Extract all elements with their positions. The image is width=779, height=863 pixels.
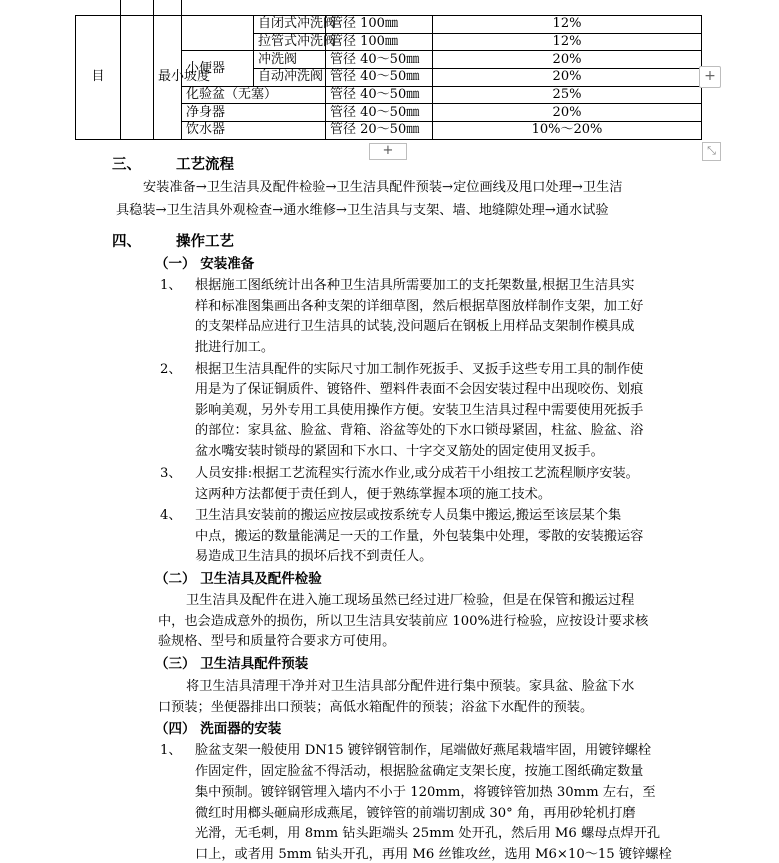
subsection-heading: （三） 卫生洁具配件预装 <box>155 656 309 672</box>
paragraph-line: 将卫生洁具清理干净并对卫生洁具部分配件进行集中预装。家具盆、脸盆下水 <box>186 679 635 694</box>
subsection-heading: （四） 洗面器的安装 <box>155 721 282 737</box>
paragraph-line: 卫生洁具及配件在进入施工现场虽然已经过进厂检验，但是在保管和搬运过程 <box>186 593 635 608</box>
list-item-line: 脸盆支架一般使用 DN15 镀锌钢管制作，尾端做好燕尾栽墙牢固，用镀锌螺栓 <box>195 743 652 758</box>
table-cell-name: 拉管式冲洗阀 <box>254 33 326 51</box>
table-cell-spec: 管径 100㎜ <box>326 16 433 34</box>
table-cell-value: 20% <box>433 69 702 87</box>
table-row <box>76 16 702 34</box>
section-title: 操作工艺 <box>176 233 234 250</box>
list-item-line: 光滑，无毛刺，用 8mm 钻头距端头 25mm 处开孔，然后用 M6 螺母点焊开孔 <box>195 826 661 841</box>
table-top-border <box>181 0 182 15</box>
table-resize-handle[interactable]: ⤡ <box>702 142 721 161</box>
list-item-line: 盆水嘴安装时锁母的紧固和下水口、十字交叉筋处的固定使用叉扳手。 <box>195 444 604 459</box>
paragraph-line: 中，也会造成意外的损伤，所以卫生洁具安装前应 100%进行检验，应按设计要求核 <box>158 614 649 629</box>
table-cell-spec: 管径 20～50㎜ <box>326 122 433 140</box>
section-number: 四、 <box>112 233 141 250</box>
list-item-line: 人员安排:根据工艺流程实行流水作业,或分成若干小组按工艺流程顺序安装。 <box>195 466 639 481</box>
list-item-line: 批进行加工。 <box>195 340 275 355</box>
table-cell-min-slope: 最小坡度 <box>154 16 182 140</box>
add-row-button[interactable]: + <box>369 143 407 160</box>
list-item-line: 根据施工图纸统计出各种卫生洁具所需要加工的支托架数量,根据卫生洁具实 <box>195 278 635 293</box>
section-heading <box>112 230 234 251</box>
table-cell-name: 冲洗阀 <box>254 51 326 69</box>
paragraph-line: 口预装；坐便器排出口预装；高低水箱配件的预装；浴盆下水配件的预装。 <box>158 700 594 715</box>
list-item-line: 用是为了保证铜质件、镀铬件、塑料件表面不会因安装过程中出现咬伤、划痕 <box>195 382 644 397</box>
list-item-number: 3、 <box>160 466 182 481</box>
table-cell-name: 饮水器 <box>182 122 326 140</box>
section-heading <box>112 153 234 174</box>
table-cell-value: 20% <box>433 51 702 69</box>
table-cell-value: 20% <box>433 104 702 122</box>
list-item-line: 根据卫生洁具配件的实际尺寸加工制作死扳手、叉扳手这些专用工具的制作使 <box>195 362 644 377</box>
list-item-number: 1、 <box>160 743 182 758</box>
list-item-line: 口上，或者用 5mm 钻头开孔，再用 M6 丝锥攻丝，选用 M6×10～15 镀锌螺栓 <box>195 847 672 862</box>
table-cell-name: 自闭式冲洗阀 <box>254 16 326 34</box>
subsection-heading: （一） 安装准备 <box>155 256 255 272</box>
list-item-line: 影响美观，另外专用工具使用操作方便。安装卫生洁具过程中需要使用死扳手 <box>195 403 644 418</box>
list-item-line: 微红时用榔头砸扁形成燕尾，镀锌管的前端切割成 30° 角，再用砂轮机打磨 <box>195 806 636 821</box>
list-item-line: 中点，搬运的数量能满足一天的工作量，外包装集中处理，零散的安装搬运容 <box>195 529 644 544</box>
table-cell-name: 自动冲洗阀 <box>254 69 326 87</box>
list-item-number: 1、 <box>160 278 182 293</box>
paragraph-line: 验规格、型号和质量符合要求方可使用。 <box>158 634 396 649</box>
slope-table <box>75 15 702 140</box>
subsection-heading: （二） 卫生洁具及配件检验 <box>155 571 322 587</box>
table-cell-name: 净身器 <box>182 104 326 122</box>
add-column-button[interactable]: + <box>699 66 721 88</box>
list-item-line: 样和标准图集画出各种支架的详细草图，然后根据草图放样制作支架，加工好 <box>195 299 644 314</box>
table-top-border <box>153 0 154 15</box>
table-cell-spec: 管径 100㎜ <box>326 33 433 51</box>
list-item-line: 卫生洁具安装前的搬运应按层或按系统专人员集中搬运,搬运至该层某个集 <box>195 508 622 523</box>
list-item-number: 2、 <box>160 362 182 377</box>
list-item-line: 易造成卫生洁具的损坏后找不到责任人。 <box>195 549 433 564</box>
table-cell-category: 目 <box>76 16 121 140</box>
list-item-line: 的部位：家具盆、脸盆、背箱、浴盆等处的下水口锁母紧固，柱盆、脸盆、浴 <box>195 423 644 438</box>
list-item-line: 作固定件，固定脸盆不得活动，根据脸盆确定支架长度，按施工图纸确定数量 <box>195 764 644 779</box>
table-cell-spec: 管径 40～50㎜ <box>326 104 433 122</box>
list-item-number: 4、 <box>160 508 182 523</box>
list-item-line: 集中预制。镀锌钢管埋入墙内不小于 120mm，将镀锌管加热 30mm 左右，至 <box>195 785 656 800</box>
table-cell-empty <box>121 16 154 140</box>
table-cell-spec: 管径 40～50㎜ <box>326 69 433 87</box>
table-top-border <box>120 0 121 15</box>
table-cell-value: 12% <box>433 16 702 34</box>
paragraph-line: 具稳装→卫生洁具外观检查→通水维修→卫生洁具与支架、墙、地缝隙处理→通水试验 <box>116 203 609 218</box>
table-cell-value: 25% <box>433 86 702 104</box>
table-cell-empty <box>182 16 254 51</box>
paragraph-line: 安装准备→卫生洁具及配件检验→卫生洁具配件预装→定位画线及甩口处理→卫生洁 <box>143 180 623 195</box>
list-item-line: 的支架样品应进行卫生洁具的试装,没问题后在钢板上用样品支架制作模具成 <box>195 319 635 334</box>
table-cell-name: 化验盆（无塞） <box>182 86 326 104</box>
table-cell-urinal: 小便器 <box>182 51 254 86</box>
section-number: 三、 <box>112 156 141 173</box>
table-cell-spec: 管径 40～50㎜ <box>326 51 433 69</box>
table-cell-value: 12% <box>433 33 702 51</box>
section-title: 工艺流程 <box>176 156 234 173</box>
table-cell-spec: 管径 40～50㎜ <box>326 86 433 104</box>
list-item-line: 这两种方法都便于责任到人，便于熟练掌握本项的施工技术。 <box>195 487 552 502</box>
table-cell-value: 10%～20% <box>433 122 702 140</box>
